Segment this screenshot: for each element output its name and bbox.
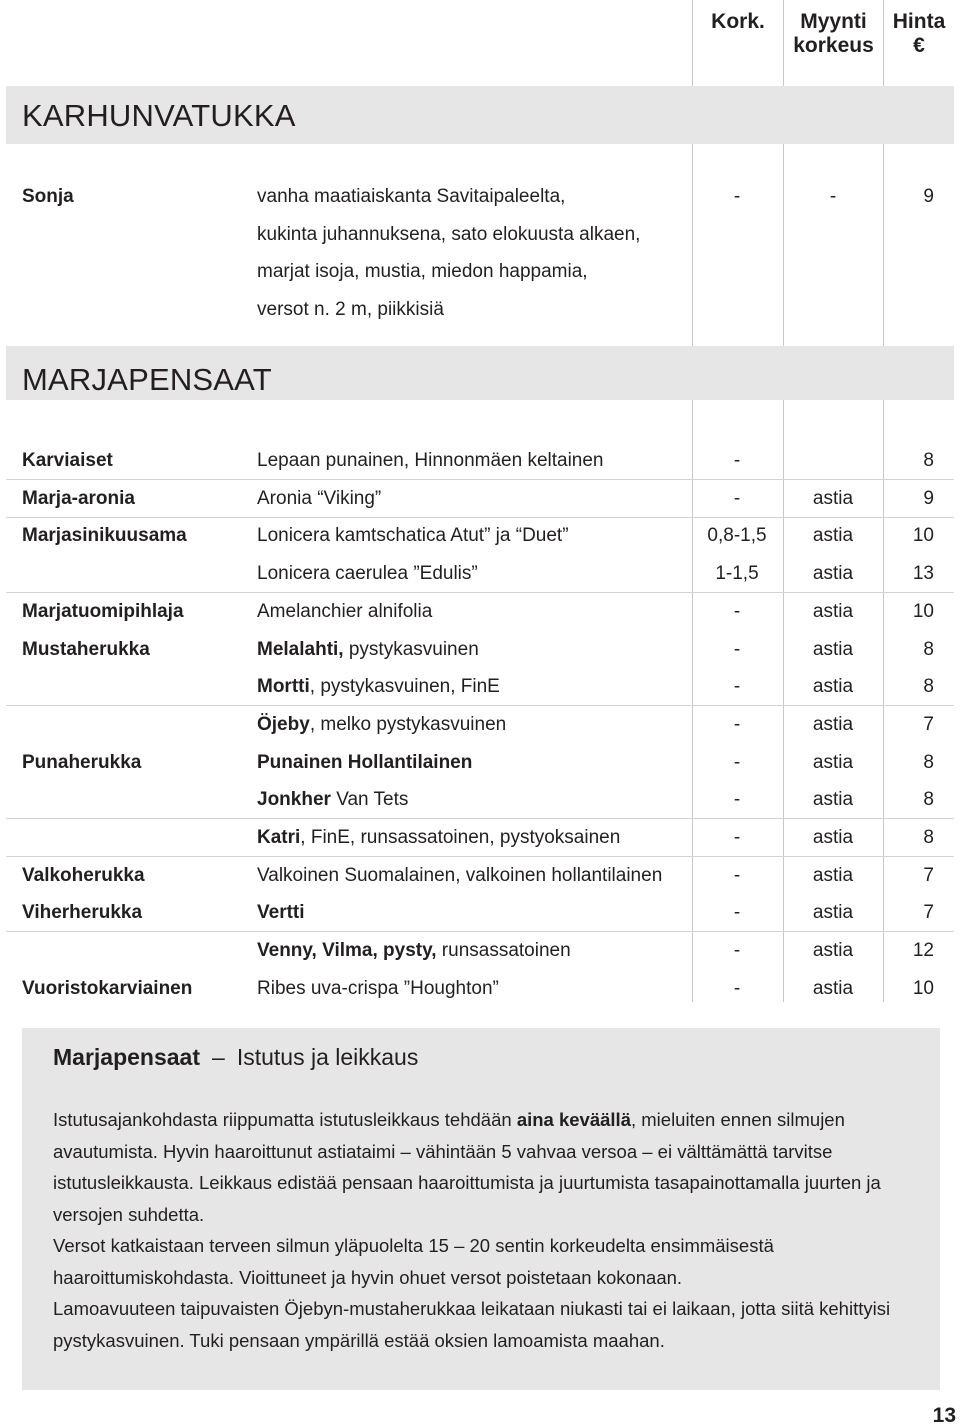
table-row: [6, 442, 954, 480]
table-row: [6, 555, 954, 593]
info-title: Marjapensaat: [53, 1044, 201, 1070]
info-paragraph: Istutusajankohdasta riippumatta istutusleikkaus tehdään aina keväällä, mieluiten ennen silmujen avautumista. Hyvin haaroittunut astiataimi – vähintään 5 vahvaa versoa – ei välttämättä tarvitse istutusleikkausta. Leikkaus edistää pensaan haaroittumista ja juurtumista tasapainottamalla juurten ja versojen suhdetta.: [53, 1109, 881, 1225]
product-description: Vertti: [257, 902, 305, 924]
table-row: [6, 631, 954, 669]
hinta-value: 10: [912, 600, 934, 622]
hinta-value: 7: [923, 902, 934, 924]
section-title: MARJAPENSAAT: [22, 362, 272, 397]
hinta-value: 8: [923, 676, 934, 698]
kork-value: -: [733, 940, 741, 962]
product-name: Vuoristokarviainen: [22, 977, 193, 999]
product-description: Melalahti, pystykasvuinen: [257, 638, 479, 660]
kork-value: -: [733, 450, 741, 471]
info-paragraph: Lamoavuuteen taipuvaisten Öjebyn-mustaherukkaa leikataan niukasti tai ei laikaan, jotta siitä kehittyisi pystykasvuinen. Tuki pensaan ympärillä estää oksien lamoamista maahan.: [53, 1298, 891, 1351]
header-hinta: Hinta €: [892, 10, 946, 57]
page-number: 13: [932, 1404, 956, 1427]
info-dash: –: [212, 1044, 225, 1070]
product-description: Amelanchier alnifolia: [257, 600, 433, 622]
product-description: Lepaan punainen, Hinnonmäen keltainen: [257, 450, 604, 471]
kork-value: -: [733, 864, 741, 886]
info-paragraph: Versot katkaistaan terveen silmun yläpuolelta 15 – 20 sentin korkeudelta ensimmäisestä haaroittumiskohdasta. Vioittuneet ja hyvin ohuet versot poistetaan kokonaan.: [53, 1235, 774, 1288]
myynti-value: astia: [812, 827, 854, 848]
kork-value: -: [733, 638, 741, 660]
myynti-value: astia: [812, 940, 854, 962]
product-name: Marjasinikuusama: [22, 525, 187, 547]
product-description: Jonkher Van Tets: [257, 789, 409, 811]
hinta-value: 10: [912, 525, 934, 547]
myynti-value: astia: [812, 977, 854, 999]
myynti-value: astia: [812, 789, 854, 811]
hinta-value: 13: [912, 563, 934, 585]
kork-value: 1-1,5: [715, 563, 759, 585]
header-kork: Kork.: [711, 10, 765, 33]
myynti-value: astia: [812, 676, 854, 698]
kork-value: -: [733, 789, 741, 811]
kork-value: -: [733, 186, 741, 207]
info-box: [22, 1028, 940, 1390]
hinta-value: 8: [923, 789, 934, 811]
myynti-value: astia: [812, 902, 854, 924]
section-title: KARHUNVATUKKA: [22, 98, 296, 133]
hinta-value: 8: [923, 638, 934, 660]
product-name: Mustaherukka: [22, 638, 150, 660]
table-row: [6, 668, 954, 706]
table-row: [6, 480, 954, 518]
header-myynti-korkeus: Myynti korkeus: [793, 10, 874, 57]
product-description: Öjeby, melko pystykasvuinen: [257, 713, 507, 735]
product-description: Mortti, pystykasvuinen, FinE: [257, 676, 500, 698]
table-row: [6, 781, 954, 819]
kork-value: -: [733, 902, 741, 924]
table-row: [6, 970, 954, 1008]
product-description: Venny, Vilma, pysty, runsassatoinen: [257, 940, 571, 962]
myynti-value: astia: [812, 638, 854, 660]
info-body: [53, 1104, 933, 1356]
product-description: Ribes uva-crispa ”Houghton”: [257, 977, 499, 999]
kork-value: -: [733, 827, 741, 848]
hinta-value: 9: [923, 186, 934, 207]
table-row: [6, 819, 954, 857]
hinta-value: 12: [912, 940, 934, 962]
table-row: [6, 517, 954, 555]
hinta-value: 9: [923, 487, 934, 509]
product-description: Katri, FinE, runsassatoinen, pystyoksainen: [257, 827, 621, 848]
product-description: Aronia “Viking”: [257, 487, 382, 509]
kork-value: -: [733, 676, 741, 698]
table-row: [6, 894, 954, 932]
product-description: Punainen Hollantilainen: [257, 751, 473, 773]
hinta-value: 8: [923, 751, 934, 773]
table-row: [6, 706, 954, 744]
myynti-value: astia: [812, 525, 854, 547]
myynti-value: astia: [812, 751, 854, 773]
kork-value: -: [733, 600, 741, 622]
hinta-value: 7: [923, 713, 934, 735]
myynti-value: astia: [812, 713, 854, 735]
product-name: Marjatuomipihlaja: [22, 600, 184, 622]
table-row: [6, 593, 954, 631]
table-row: [6, 932, 954, 970]
hinta-value: 8: [923, 827, 934, 848]
kork-value: -: [733, 487, 741, 509]
info-heading: [53, 1044, 418, 1071]
kork-value: -: [733, 713, 741, 735]
product-description: Valkoinen Suomalainen, valkoinen hollantilainen: [257, 864, 663, 886]
myynti-value: astia: [812, 563, 854, 585]
info-subtitle: Istutus ja leikkaus: [236, 1044, 419, 1070]
myynti-value: astia: [812, 864, 854, 886]
product-name: Viherherukka: [22, 902, 143, 924]
myynti-value: -: [829, 186, 837, 207]
product-description: Lonicera kamtschatica Atut” ja “Duet”: [257, 525, 569, 547]
myynti-value: astia: [812, 600, 854, 622]
hinta-value: 7: [923, 864, 934, 886]
product-name: Valkoherukka: [22, 864, 145, 886]
hinta-value: 10: [912, 977, 934, 999]
product-description: vanha maatiaiskanta Savitaipaleelta, kukinta juhannuksena, sato elokuusta alkaen, marjat isoja, mustia, miedon happamia, versot n. 2 m, piikkisiä: [257, 186, 641, 320]
product-name: Karviaiset: [22, 450, 113, 471]
product-description: Lonicera caerulea ”Edulis”: [257, 563, 478, 585]
product-name: Punaherukka: [22, 751, 142, 773]
kork-value: 0,8-1,5: [707, 525, 767, 547]
product-name: Sonja: [22, 186, 74, 207]
table-row: [6, 744, 954, 782]
myynti-value: astia: [812, 487, 854, 509]
hinta-value: 8: [923, 450, 934, 471]
product-name: Marja-aronia: [22, 487, 135, 509]
table-row: [6, 857, 954, 895]
kork-value: -: [733, 751, 741, 773]
kork-value: -: [733, 977, 741, 999]
